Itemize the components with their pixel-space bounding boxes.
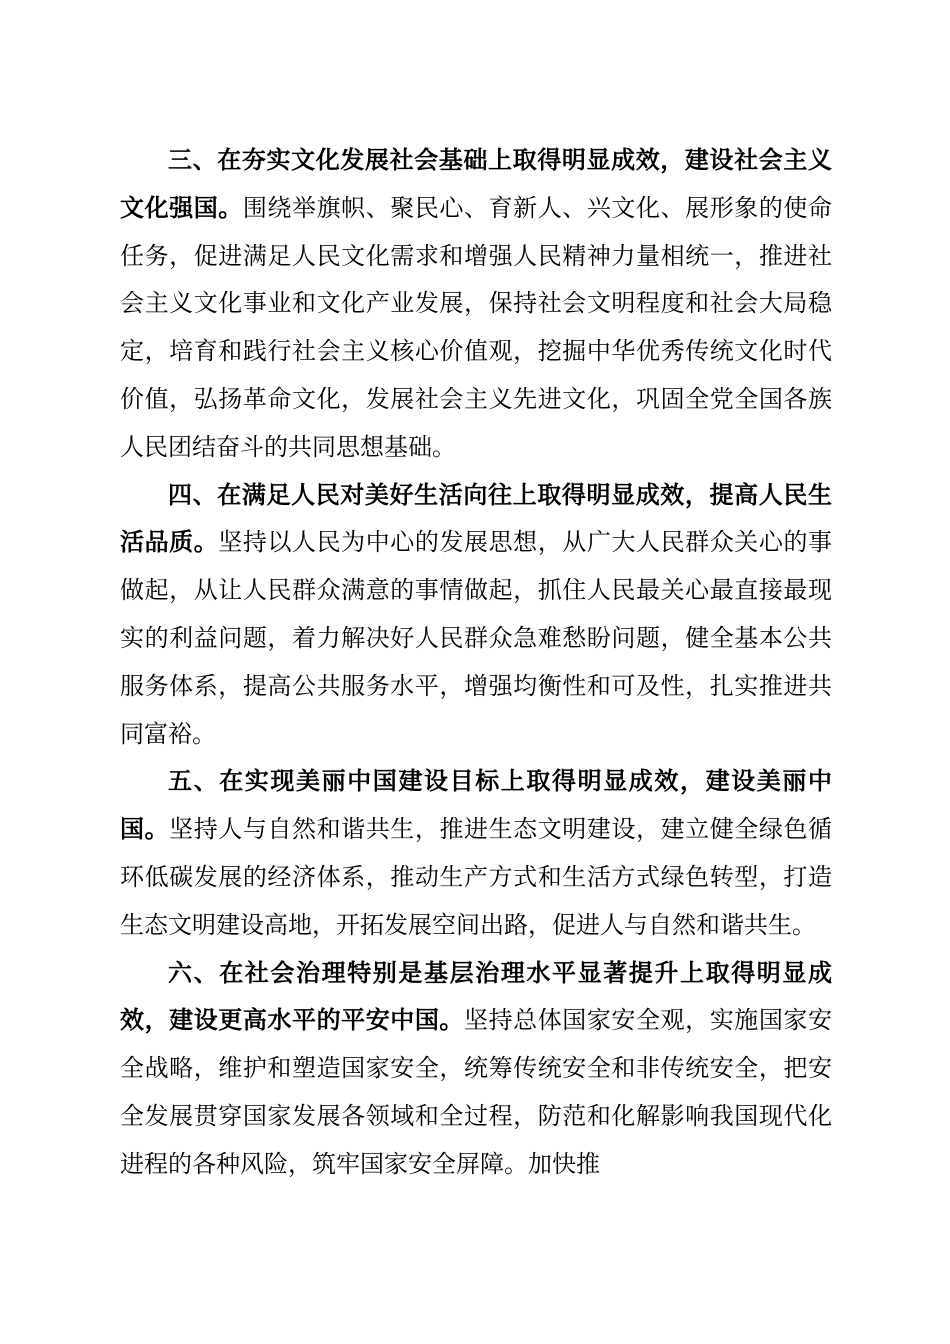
paragraph-text: 坚持人与自然和谐共生，推进生态文明建设，建立健全绿色循环低碳发展的经济体系，推动生产方式和生活方式绿色转型，打造生态文明建设高地，开拓发展空间出路，促进人与自然和谐共生。 bbox=[120, 815, 833, 939]
document-body bbox=[120, 137, 832, 1189]
paragraph-heading: 五、在实现美丽中国建设目标上取得明显成效，建设美丽中国。 bbox=[120, 767, 832, 844]
paragraph-heading: 六、在社会治理特别是基层治理水平显著提升上取得明显成效，建设更高水平的平安中国。 bbox=[120, 958, 832, 1035]
paragraph-governance bbox=[120, 950, 832, 1189]
paragraph-text: 坚持以人民为中心的发展思想，从广大人民群众关心的事做起，从让人民群众满意的事情做起，抓住人民最关心最直接最现实的利益问题，着力解决好人民群众急难愁盼问题，健全基本公共服务体系，提高公共服务水平，增强均衡性和可及性，扎实推进共同富裕。 bbox=[120, 528, 833, 748]
paragraph-heading: 四、在满足人民对美好生活向往上取得明显成效，提高人民生活品质。 bbox=[120, 480, 832, 557]
paragraph-text: 围绕举旗帜、聚民心、育新人、兴文化、展形象的使命任务，促进满足人民文化需求和增强人民精神力量相统一，推进社会主义文化事业和文化产业发展，保持社会文明程度和社会大局稳定，培育和践行社会主义核心价值观，挖掘中华优秀传统文化时代价值，弘扬革命文化，发展社会主义先进文化，巩固全党全国各族人民团结奋斗的共同思想基础。 bbox=[120, 193, 833, 461]
paragraph-text: 坚持总体国家安全观，实施国家安全战略，维护和塑造国家安全，统筹传统安全和非传统安全，把安全发展贯穿国家发展各领域和全过程，防范和化解影响我国现代化进程的各种风险，筑牢国家安全屏障。加快推 bbox=[120, 1006, 832, 1178]
paragraph-livelihood bbox=[120, 472, 832, 759]
paragraph-culture bbox=[120, 137, 832, 472]
paragraph-ecology bbox=[120, 758, 832, 949]
paragraph-heading: 三、在夯实文化发展社会基础上取得明显成效，建设社会主义文化强国。 bbox=[120, 146, 832, 222]
